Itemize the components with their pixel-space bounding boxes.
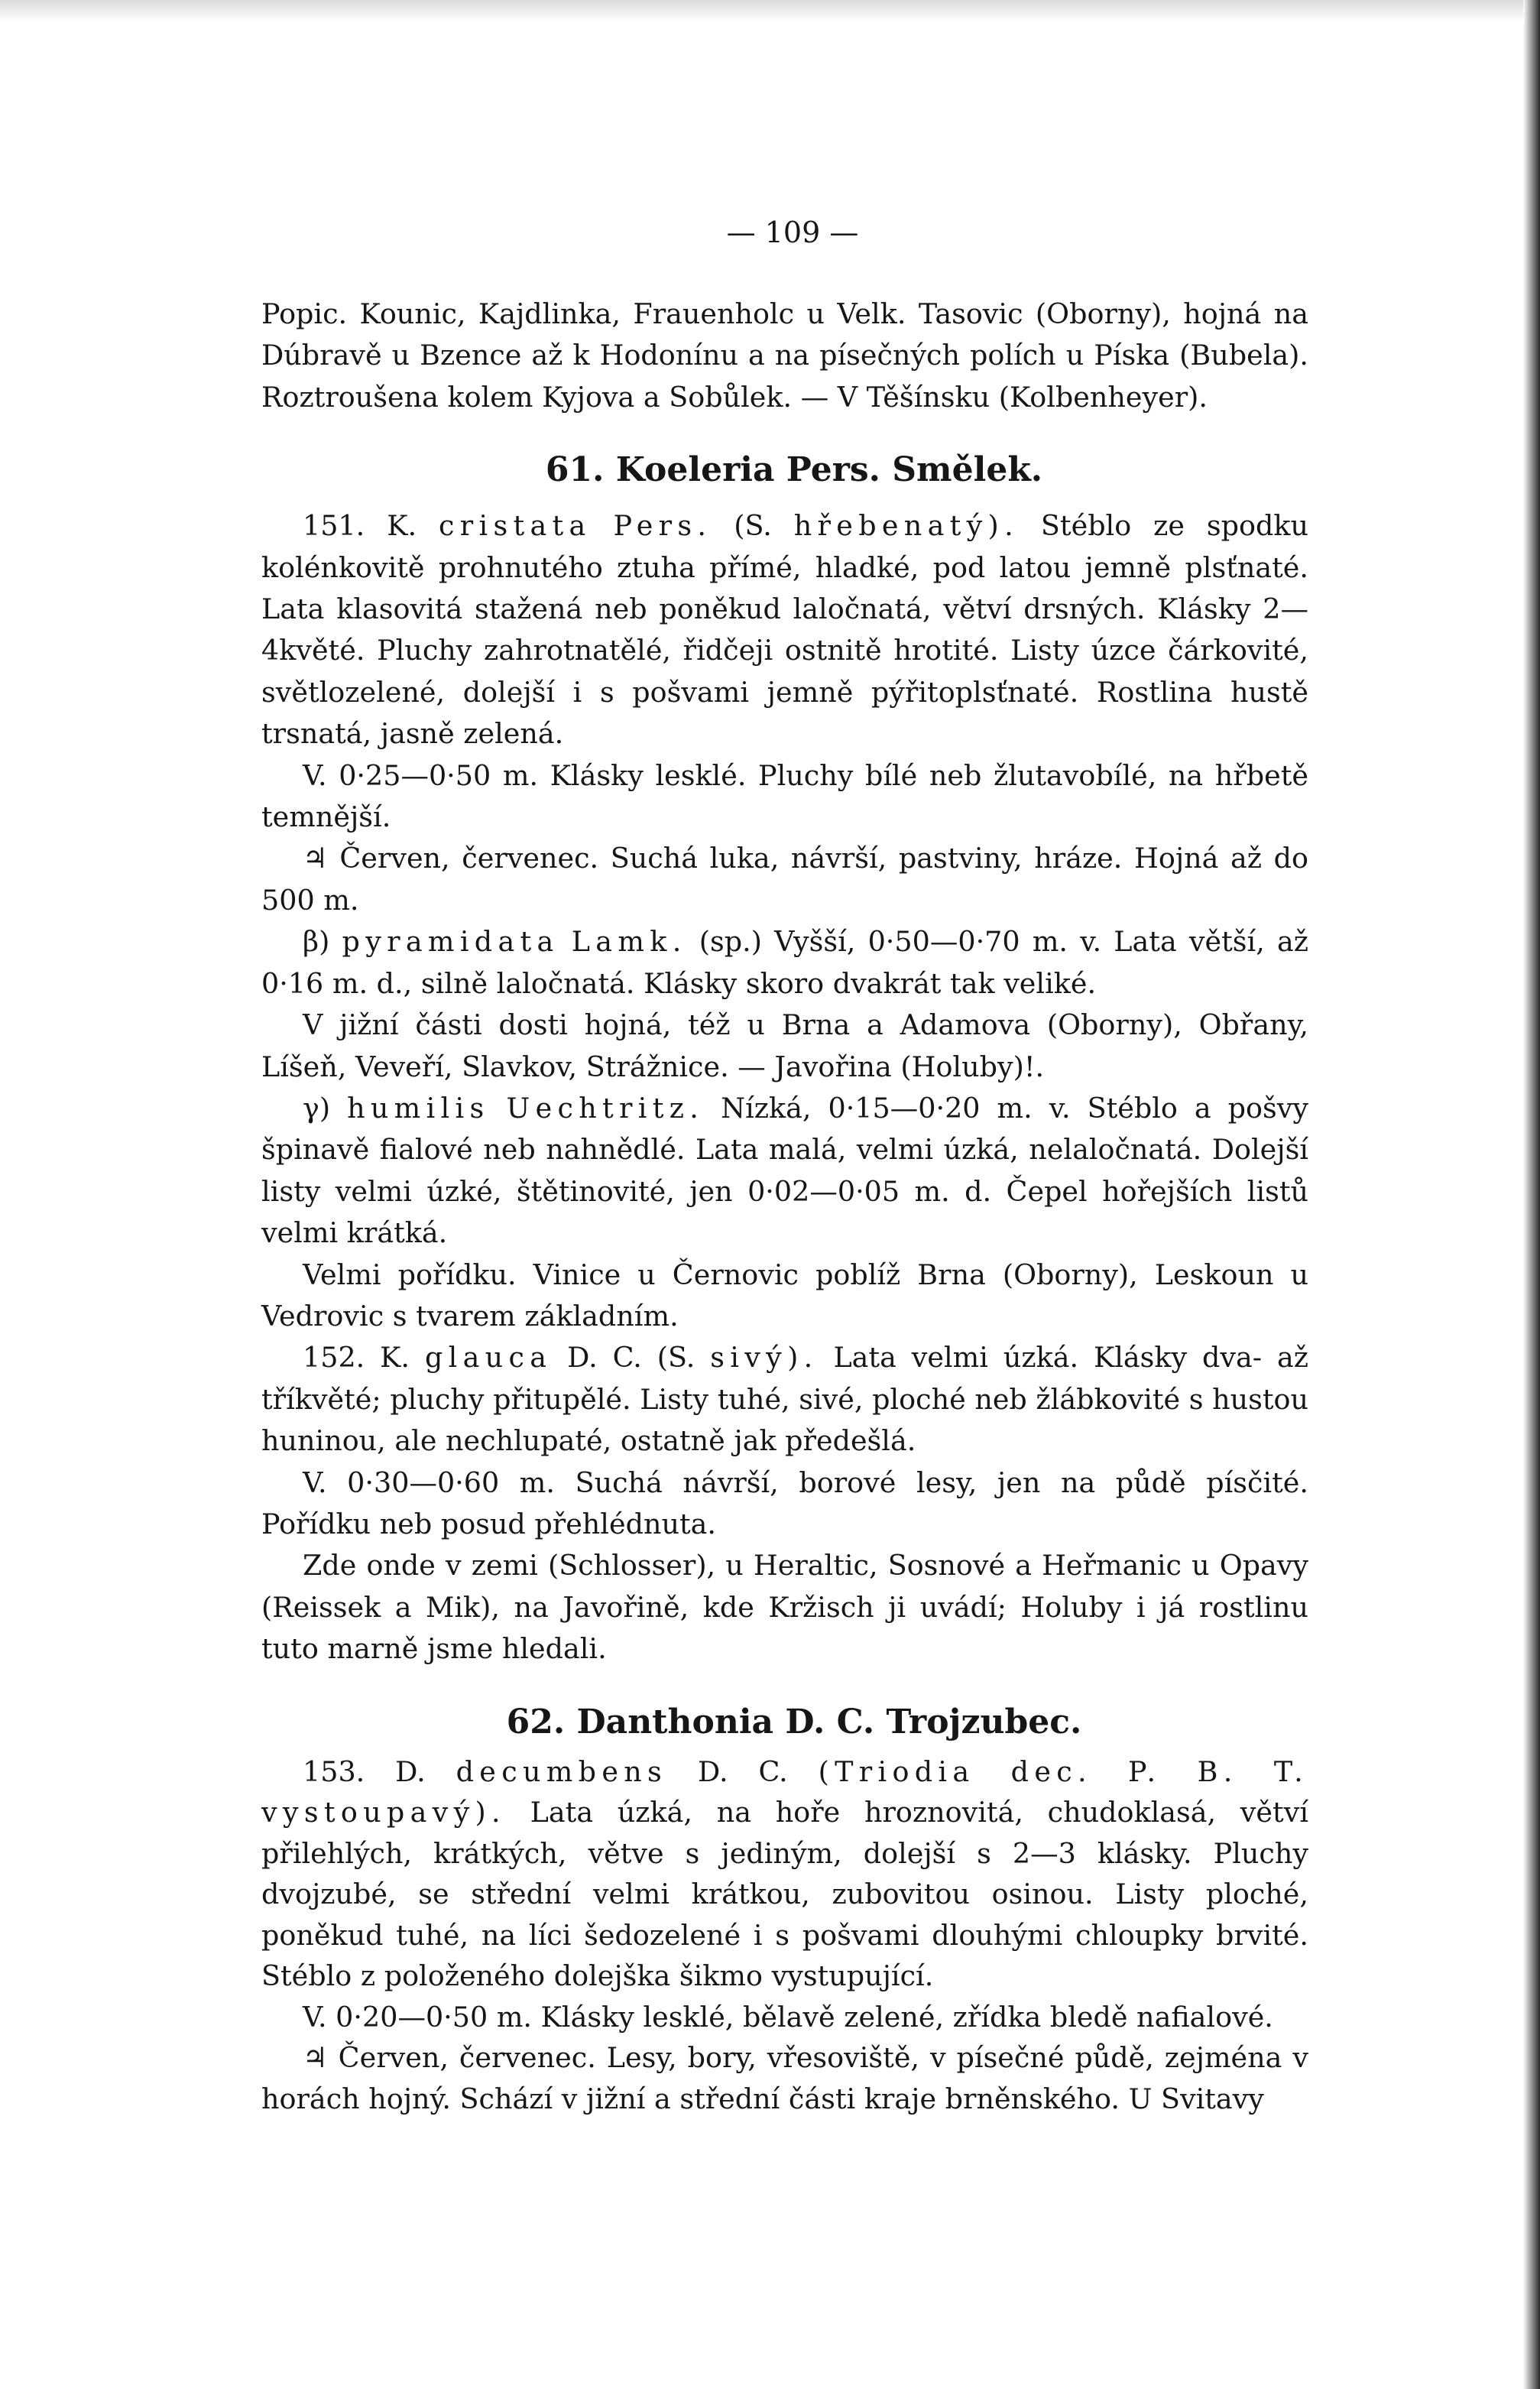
species-152-author: D. C. [567, 1341, 642, 1375]
genus-heading-danthonia: 62. Danthonia D. C. Trojzubec. [506, 1702, 1082, 1741]
book-page [261, 216, 1308, 2119]
species-153-number: 153. D. [303, 1754, 426, 1788]
species-153-text: Lata úzká, na hoře hroznovitá, chudoklasá, větví přilehlých, krátkých, větve s jediným, dolejší s 2—3 klásky. Pluchy dvojzubé, se střední velmi krátkou, zubovitou osinou. Listy ploché, poněkud tuhé, na líci šedozelené i s pošvami dlouhými chloupky brvité. Stéblo z položeného dolejška šikmo vystupující. [261, 1796, 1308, 1993]
species-152-text: Lata velmi úzká. Klásky dva- až tříkvěté; pluchy přitupělé. Listy tuhé, sivé, ploché neb žlábkovité s hustou huninou, ale nechlupaté, ostatně jak předešlá. [261, 1341, 1308, 1458]
species-153-habitat: ♃ Červen, červenec. Lesy, bory, vřesoviště, v písečné půdě, zejména v horách hojný. Schází v jižní a střední části kraje brněnského. U Svitavy [261, 2041, 1308, 2115]
species-153-author: D. C. [697, 1754, 788, 1788]
variety-beta-description [261, 921, 1308, 1005]
species-152-locality: Zde onde v zemi (Schlosser), u Heraltic, Sosnové a Heřmanic u Opavy (Reissek a Mik), na Javořině, kde Kržisch ji uvádí; Holuby i já rostlinu tuto marně jsme hledali. [261, 1549, 1308, 1666]
species-153-description [261, 1751, 1308, 1997]
variety-beta-text: (sp.) Vyšší, 0·50—0·70 m. v. Lata větší, až 0·16 m. d., silně laločnatá. Klásky skoro dvakrát tak veliké. [261, 925, 1308, 1000]
species-151-name: cristata [439, 509, 592, 543]
species-151-number: 151. K. [303, 509, 417, 543]
variety-beta-locality: V jižní části dosti hojná, též u Brna a Adamova (Oborny), Obřany, Líšeň, Veveří, Slavkov, Strážnice. — Javořina (Holuby)!. [261, 1008, 1308, 1083]
scan-edge-top [0, 0, 1540, 21]
species-151-description [261, 505, 1308, 755]
species-151-habitat: ♃ Červen, červenec. Suchá luka, návrší, pastviny, hráze. Hojná až do 500 m. [261, 842, 1308, 917]
species-153-synonym: (Triodia dec. P. B. T. vystoupavý). [261, 1754, 1309, 1829]
species-153-size: V. 0·20—0·50 m. Klásky lesklé, bělavě zelené, zřídka bledě nafialové. [303, 2000, 1273, 2034]
page-number: — 109 — [726, 216, 859, 249]
species-152-common-name: sivý). [710, 1341, 819, 1375]
species-151-common-prefix: (S. [734, 509, 772, 543]
variety-beta-author: Lamk. [571, 925, 687, 959]
genus-heading-koeleria: 61. Koeleria Pers. Smělek. [545, 450, 1043, 490]
variety-gamma-text: Nízká, 0·15—0·20 m. v. Stéblo a pošvy špinavě fialové neb nahnědlé. Lata malá, velmi úzká, nelaločnatá. Dolejší listy velmi úzké, štětinovité, jen 0·02—0·05 m. d. Čepel hořejších listů velmi krátká. [261, 1091, 1308, 1250]
variety-gamma-label: γ) [303, 1091, 331, 1125]
species-153-name: decumbens [456, 1754, 668, 1788]
variety-beta-name: pyramidata [342, 925, 559, 959]
variety-beta-label: β) [303, 925, 330, 959]
species-152-number: 152. K. [303, 1341, 410, 1375]
intro-paragraph: Popic. Kounic, Kajdlinka, Frauenholc u Velk. Tasovic (Oborny), hojná na Dúbravě u Bzence až k Hodonínu a na písečných polích u Píska (Bubela). Roztroušena kolem Kyjova a Sobůlek. — V Těšínsku (Kolbenheyer). [261, 297, 1308, 414]
species-152-common-prefix: (S. [657, 1341, 695, 1375]
species-151-text: Stéblo ze spodku kolénkovitě prohnutého ztuha přímé, hladké, pod latou jemně plsťnaté. Lata klasovitá stažená neb poněkud laločnatá, větví drsných. Klásky 2—4květé. Pluchy zahrotnatělé, řidčeji ostnitě hrotité. Listy úzce čárkovité, světlozelené, dolejší i s pošvami jemně pýřitoplsťnaté. Rostlina hustě trsnatá, jasně zelená. [261, 509, 1308, 751]
variety-gamma-description [261, 1088, 1308, 1255]
species-152-size: V. 0·30—0·60 m. Suchá návrší, borové lesy, jen na půdě písčité. Pořídku neb posud přehlédnuta. [261, 1466, 1308, 1540]
variety-gamma-locality: Velmi pořídku. Vinice u Černovic poblíž Brna (Oborny), Leskoun u Vedrovic s tvarem základním. [261, 1258, 1308, 1332]
variety-gamma-name: humilis [347, 1091, 490, 1125]
species-152-description [261, 1337, 1308, 1462]
species-152-name: glauca [424, 1341, 553, 1375]
species-151-size: V. 0·25—0·50 m. Klásky lesklé. Pluchy bílé neb žlutavobílé, na hřbetě temnější. [261, 758, 1308, 834]
species-151-author: Pers. [613, 509, 712, 543]
scan-edge-right [1523, 0, 1540, 2389]
species-151-common-name: hřebenatý). [793, 509, 1019, 543]
variety-gamma-author: Uechtritz. [506, 1091, 705, 1125]
